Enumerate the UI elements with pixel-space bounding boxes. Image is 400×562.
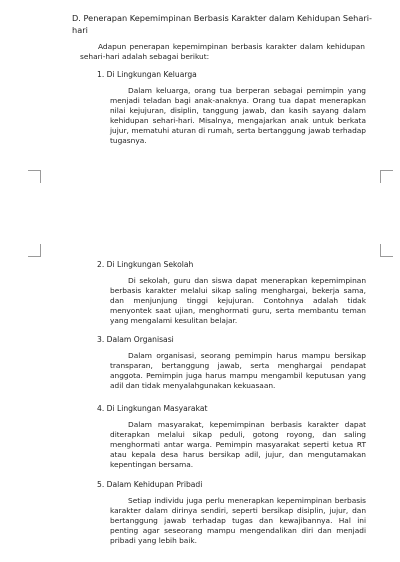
subsection-text-organisasi: Dalam organisasi, seorang pemimpin harus mampu bersikap transparan, bertanggung jawab, serta menghargai pendapat anggota. Pemimpin juga harus mampu mengambil keputusan yang adil dan tidak menyalahgunakan kekuasaan. [110,351,366,390]
subsection-heading-keluarga: 1. Di Lingkungan Keluarga [97,70,197,79]
crop-mark-bottom-left [28,244,41,257]
subsection-text-keluarga: Dalam keluarga, orang tua berperan sebagai pemimpin yang menjadi teladan bagi anak-anaknya. Orang tua dapat menerapkan nilai kejujuran, disiplin, tanggung jawab, dan kasih sayang dalam kehidupan sehari-hari. Misalnya, mengajarkan anak untuk berkata jujur, mematuhi aturan di rumah, serta bertanggung jawab terhadap tugasnya. [110,86,366,145]
subsection-text-masyarakat: Dalam masyarakat, kepemimpinan berbasis karakter dapat diterapkan melalui sikap peduli, gotong royong, dan saling menghormati antar warga. Pemimpin masyarakat seperti ketua RT atau kepala desa harus bersikap adil, jujur, dan mengutamakan kepentingan bersama. [110,420,366,469]
subsection-text-pribadi: Setiap individu juga perlu menerapkan kepemimpinan berbasis karakter dalam dirinya sendiri, seperti bersikap disiplin, jujur, dan bertanggung jawab terhadap tugas dan kewajibannya. Hal ini penting agar seseorang mampu mengendalikan diri dan menjadi pribadi yang lebih baik. [110,496,366,545]
crop-mark-top-left [28,170,41,183]
subsection-heading-pribadi: 5. Dalam Kehidupan Pribadi [97,480,203,489]
subsection-text-sekolah: Di sekolah, guru dan siswa dapat menerapkan kepemimpinan berbasis karakter melalui sikap saling menghargai, bekerja sama, dan menjunjung tinggi kejujuran. Contohnya adalah tidak menyontek saat ujian, menghormati guru, serta membantu teman yang mengalami kesulitan belajar. [110,276,366,325]
section-title: D. Penerapan Kepemimpinan Berbasis Karakter dalam Kehidupan Sehari-hari [72,13,372,35]
subsection-heading-organisasi: 3. Dalam Organisasi [97,335,174,344]
intro-paragraph: Adapun penerapan kepemimpinan berbasis karakter dalam kehidupan sehari-hari adalah sebagai berikut: [80,42,365,61]
subsection-heading-sekolah: 2. Di Lingkungan Sekolah [97,260,194,269]
crop-mark-top-right [380,170,393,183]
crop-mark-bottom-right [380,244,393,257]
subsection-heading-masyarakat: 4. Di Lingkungan Masyarakat [97,404,208,413]
